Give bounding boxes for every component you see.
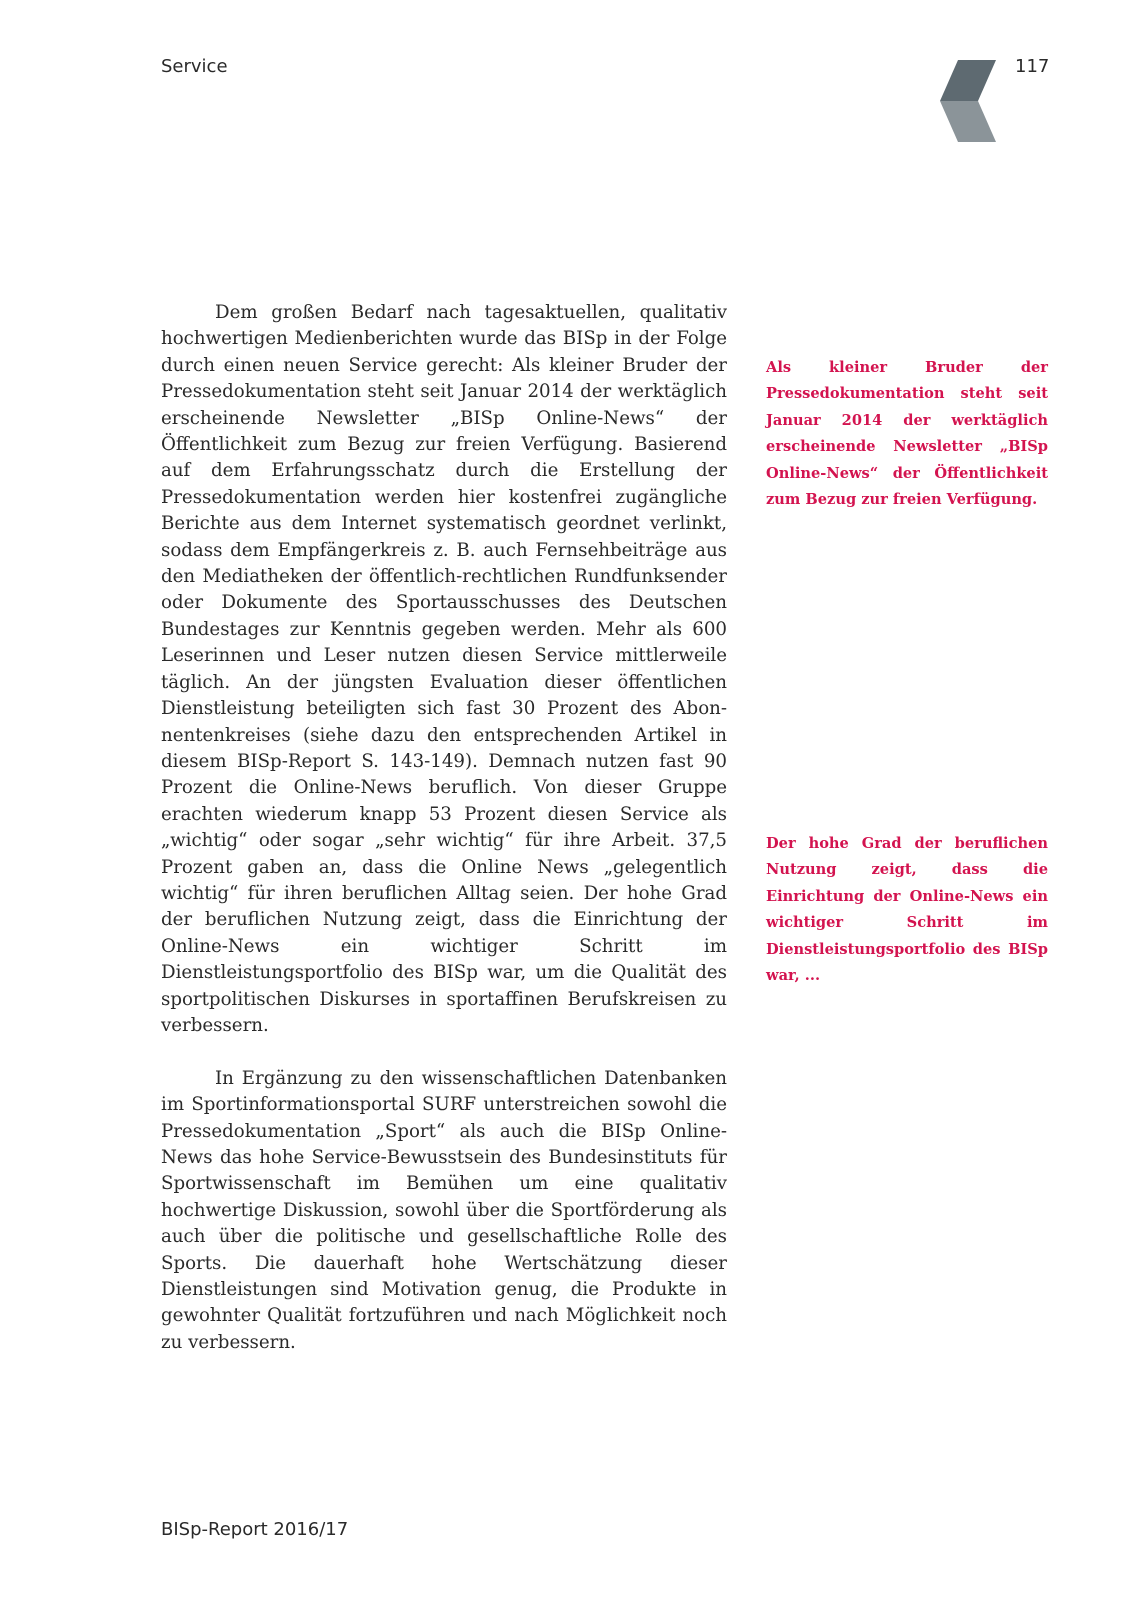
pull-quote: Der hohe Grad der beruflichen Nutzung zeigt, dass die Einrichtung der Online-News ein wichtiger Schritt im Dienstleistungsportfolio des BISp war, ...: [766, 835, 1048, 985]
chevron-upper-half: [940, 60, 996, 101]
article-paragraph: In Ergänzung zu den wissenschaftlichen Datenbanken im Sportinformationsportal SURF unterstreichen sowohl die Pressedokumentation „Sport“ als auch die BISp Online-News das hohe Service-Bewusstsein des Bundesinstituts für Sportwissenschaft im Bemühen um eine qualitativ hochwertige Diskussion, sowohl über die Sportförderung als auch über die politische und gesellschaftliche Rolle des Sports. Die dauerhaft hohe Wertschätzung dieser Dienstleistungen sind Motivation genug, die Produkte in gewohnter Qualität fortzuführen und nach Möglichkeit noch zu verbessern.: [161, 1067, 727, 1353]
chevron-lower-half: [940, 101, 996, 142]
running-header-section: Service: [161, 56, 228, 77]
page-number: 117: [1015, 56, 1050, 77]
pull-quote: Als kleiner Bruder der Pressedokumentation steht seit Januar 2014 der werktäglich erscheinende Newsletter „BISp Online-News“ der Öffentlichkeit zum Bezug zur freien Verfügung.: [766, 359, 1048, 509]
chevron-left-icon: [940, 60, 996, 142]
running-footer: BISp-Report 2016/17: [161, 1519, 349, 1540]
article-paragraph: Dem großen Bedarf nach tagesaktuellen, qualitativ hochwertigen Medienberichten wurde das BISp in der Folge durch einen neuen Service gerecht: Als kleiner Bruder der Pressedokumentation steht seit Januar 2014 der werktäglich erscheinende Newsletter „BISp Online-News“ der Öffentlichkeit zum Bezug zur freien Verfügung. Basierend auf dem Erfahrungsschatz durch die Erstellung der Pressedokumentation werden hier kostenfrei zugängliche Berichte aus dem Internet systematisch geordnet verlinkt, sodass dem Empfängerkreis z. B. auch Fernsehbeiträge aus den Mediatheken der öffentlich-rechtlichen Rundfunksender oder Dokumente des Sportausschusses des Deutschen Bundestages zur Kenntnis gegeben werden. Mehr als 600 Leserinnen und Leser nutzen diesen Service mittlerweile täglich. An der jüngsten Evaluation dieser öffentlichen Dienstleistung beteiligten sich fast 30 Prozent des Abon-nentenkreises (siehe dazu den entsprechenden Artikel in diesem BISp-Report S. 143-149). Demnach nutzen fast 90 Prozent die Online-News beruflich. Von dieser Gruppe erachten wiederum knapp 53 Prozent diesen Service als „wichtig“ oder sogar „sehr wichtig“ für ihre Arbeit. 37,5 Prozent gaben an, dass die Online News „gelegentlich wichtig“ für ihren beruflichen Alltag seien. Der hohe Grad der beruflichen Nutzung zeigt, dass die Einrichtung der Online-News ein wichtiger Schritt im Dienstleistungsportfolio des BISp war, um die Qualität des sportpolitischen Diskurses in sportaffinen Berufskreisen zu verbessern.: [161, 302, 727, 1036]
article-body: [161, 300, 727, 1356]
